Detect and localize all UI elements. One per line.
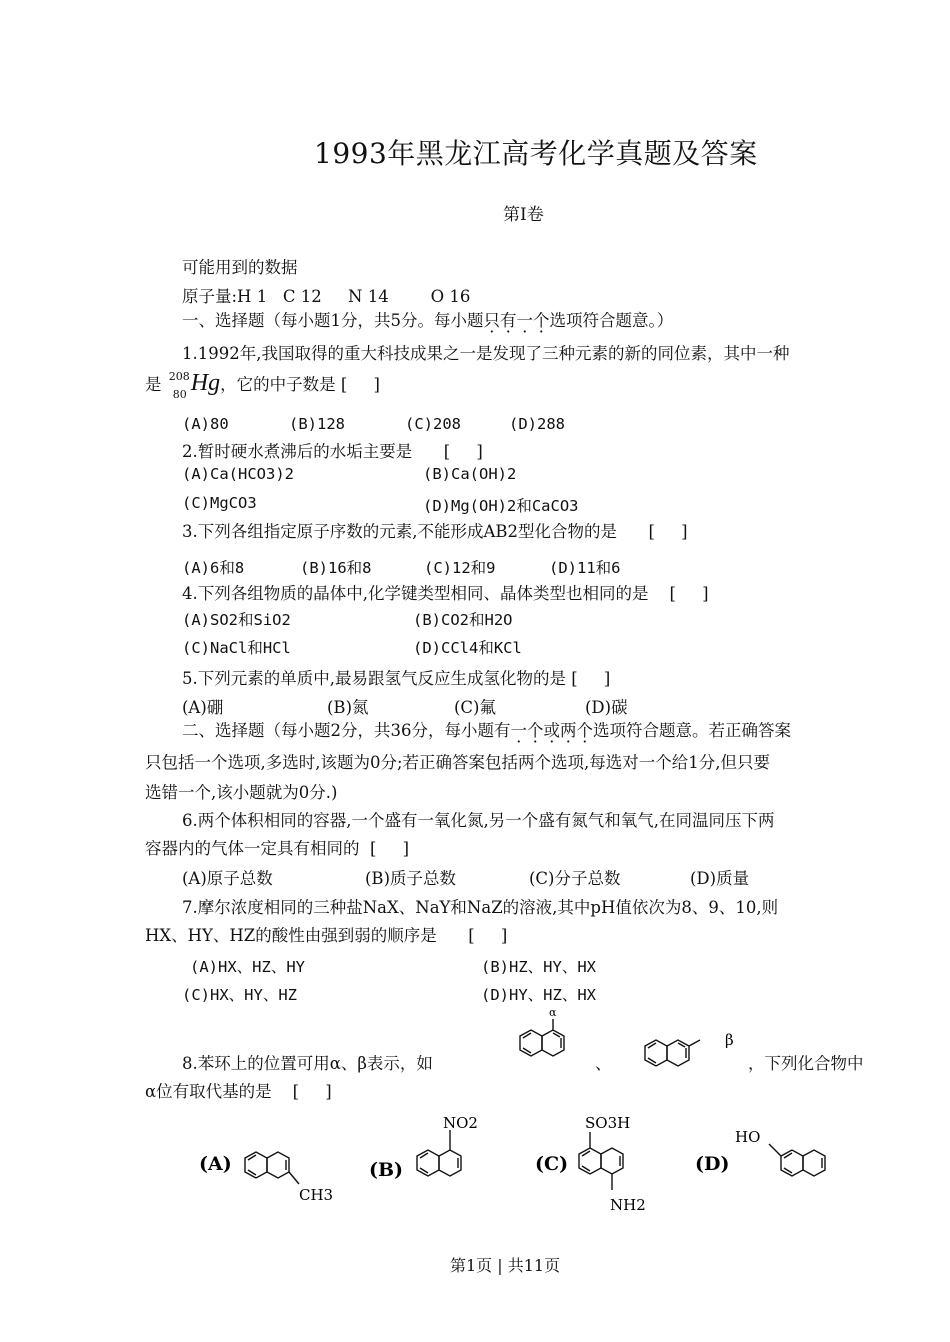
q7-option-b: (B)HZ、HY、HX — [481, 958, 596, 976]
question-8-separator: 、 — [595, 1054, 612, 1073]
q3-option-c: (C)12和9 — [424, 559, 496, 577]
naphthalene-beta-diagram — [637, 1015, 747, 1075]
question-6-line2: 容器内的气体一定具有相同的 [ ] — [145, 839, 410, 858]
atomic-mass-line: 原子量:H 1 C 12 N 14 O 16 — [182, 287, 471, 306]
element-symbol: Hg — [190, 370, 221, 396]
section-2-line3: 选错一个,该小题就为0分.) — [145, 783, 338, 802]
q7-option-c: (C)HX、HY、HZ — [182, 986, 297, 1004]
q4-option-a: (A)SO2和SiO2 — [182, 611, 291, 629]
q4-option-d: (D)CCl4和KCl — [413, 639, 522, 657]
question-8-line2: α位有取代基的是 [ ] — [145, 1082, 332, 1101]
q7-option-a: (A)HX、HZ、HY — [190, 958, 305, 976]
svg-text:β: β — [725, 1031, 734, 1049]
question-7-line1: 7.摩尔浓度相同的三种盐NaX、NaY和NaZ的溶液,其中pH值依次为8、9、10,则 — [182, 898, 779, 917]
q2-option-c: (C)MgCO3 — [182, 494, 257, 512]
structure-c — [579, 1132, 623, 1190]
q1-option-b: (B)128 — [289, 415, 345, 433]
atomic-number: 80 — [172, 388, 187, 401]
q5-option-b: (B)氮 — [327, 698, 369, 717]
q3-option-b: (B)16和8 — [300, 559, 372, 577]
q1-option-c: (C)208 — [405, 415, 461, 433]
q8-label-d: (D) — [695, 1153, 730, 1175]
q8-label-a: (A) — [199, 1153, 232, 1175]
page-title: 1993年黑龙江高考化学真题及答案 — [314, 137, 758, 170]
section-2-line2: 只包括一个选项,多选时,该题为0分;若正确答案包括两个选项,每选对一个给1分,但只要 — [145, 753, 771, 772]
question-8-line1: 8.苯环上的位置可用α、β表示，如 — [182, 1054, 433, 1073]
q7-option-d: (D)HY、HZ、HX — [481, 986, 596, 1004]
q4-option-c: (C)NaCl和HCl — [182, 639, 291, 657]
q1-option-d: (D)288 — [509, 415, 565, 433]
section-1-heading: 一、选择题（每小题1分，共5分。每小题只有一个选项符合题意。） — [182, 311, 674, 330]
q5-option-c: (C)氟 — [454, 698, 496, 717]
q4-option-b: (B)CO2和H2O — [413, 611, 513, 629]
question-5: 5.下列元素的单质中,最易跟氢气反应生成氢化物的是 [ ] — [182, 669, 611, 688]
q6-option-a: (A)原子总数 — [182, 869, 273, 888]
q6-option-d: (D)质量 — [690, 869, 750, 888]
q8-label-c: (C) — [535, 1153, 569, 1175]
page-footer: 第1页 | 共11页 — [450, 1256, 561, 1275]
q2-option-a: (A)Ca(HCO3)2 — [182, 465, 294, 483]
mass-number: 208 — [168, 370, 190, 383]
q1-option-a: (A)80 — [182, 415, 229, 433]
question-3: 3.下列各组指定原子序数的元素,不能形成AB2型化合物的是 [ ] — [182, 522, 688, 541]
question-6-line1: 6.两个体积相同的容器,一个盛有一氧化氮,另一个盛有氮气和氧气,在同温同压下两 — [182, 811, 775, 830]
naphthalene-alpha-diagram — [496, 1003, 586, 1078]
question-7-line2: HX、HY、HZ的酸性由强到弱的顺序是 [ ] — [145, 926, 508, 945]
volume-heading: 第Ⅰ卷 — [503, 205, 544, 225]
structure-b — [417, 1130, 461, 1176]
substituent-so3h: SO3H — [585, 1114, 631, 1132]
substituent-ch3: CH3 — [299, 1186, 334, 1204]
q5-option-d: (D)碳 — [585, 698, 628, 717]
substituent-nh2: NH2 — [610, 1196, 646, 1214]
q5-option-a: (A)硼 — [182, 698, 224, 717]
q3-option-a: (A)6和8 — [182, 559, 245, 577]
question-8-line1-end: ，下列化合物中 — [748, 1054, 864, 1073]
q2-option-b: (B)Ca(OH)2 — [423, 465, 517, 483]
substituent-ho: HO — [735, 1128, 761, 1146]
q6-option-b: (B)质子总数 — [365, 869, 456, 888]
structure-a — [245, 1152, 299, 1184]
intro-line: 可能用到的数据 — [182, 258, 298, 277]
structure-d — [769, 1144, 825, 1176]
question-4: 4.下列各组物质的晶体中,化学键类型相同、晶体类型也相同的是 [ ] — [182, 584, 709, 603]
question-2: 2.暂时硬水煮沸后的水垢主要是 [ ] — [182, 442, 483, 461]
section-2-heading: 二、选择题（每小题2分，共36分，每小题有一个或两个选项符合题意。若正确答案 — [182, 721, 791, 740]
q8-structures — [195, 1110, 855, 1220]
substituent-no2: NO2 — [443, 1114, 478, 1132]
q8-label-b: (B) — [369, 1159, 404, 1181]
svg-text:α: α — [549, 1006, 557, 1019]
q3-option-d: (D)11和6 — [549, 559, 621, 577]
q6-option-c: (C)分子总数 — [529, 869, 621, 888]
q2-option-d: (D)Mg(OH)2和CaCO3 — [423, 497, 579, 515]
question-1-line1: 1.1992年,我国取得的重大科技成果之一是发现了三种元素的新的同位素，其中一种 — [182, 344, 790, 363]
question-1-line2: 是 208 80 Hg，它的中子数是 [ ] — [145, 370, 380, 400]
